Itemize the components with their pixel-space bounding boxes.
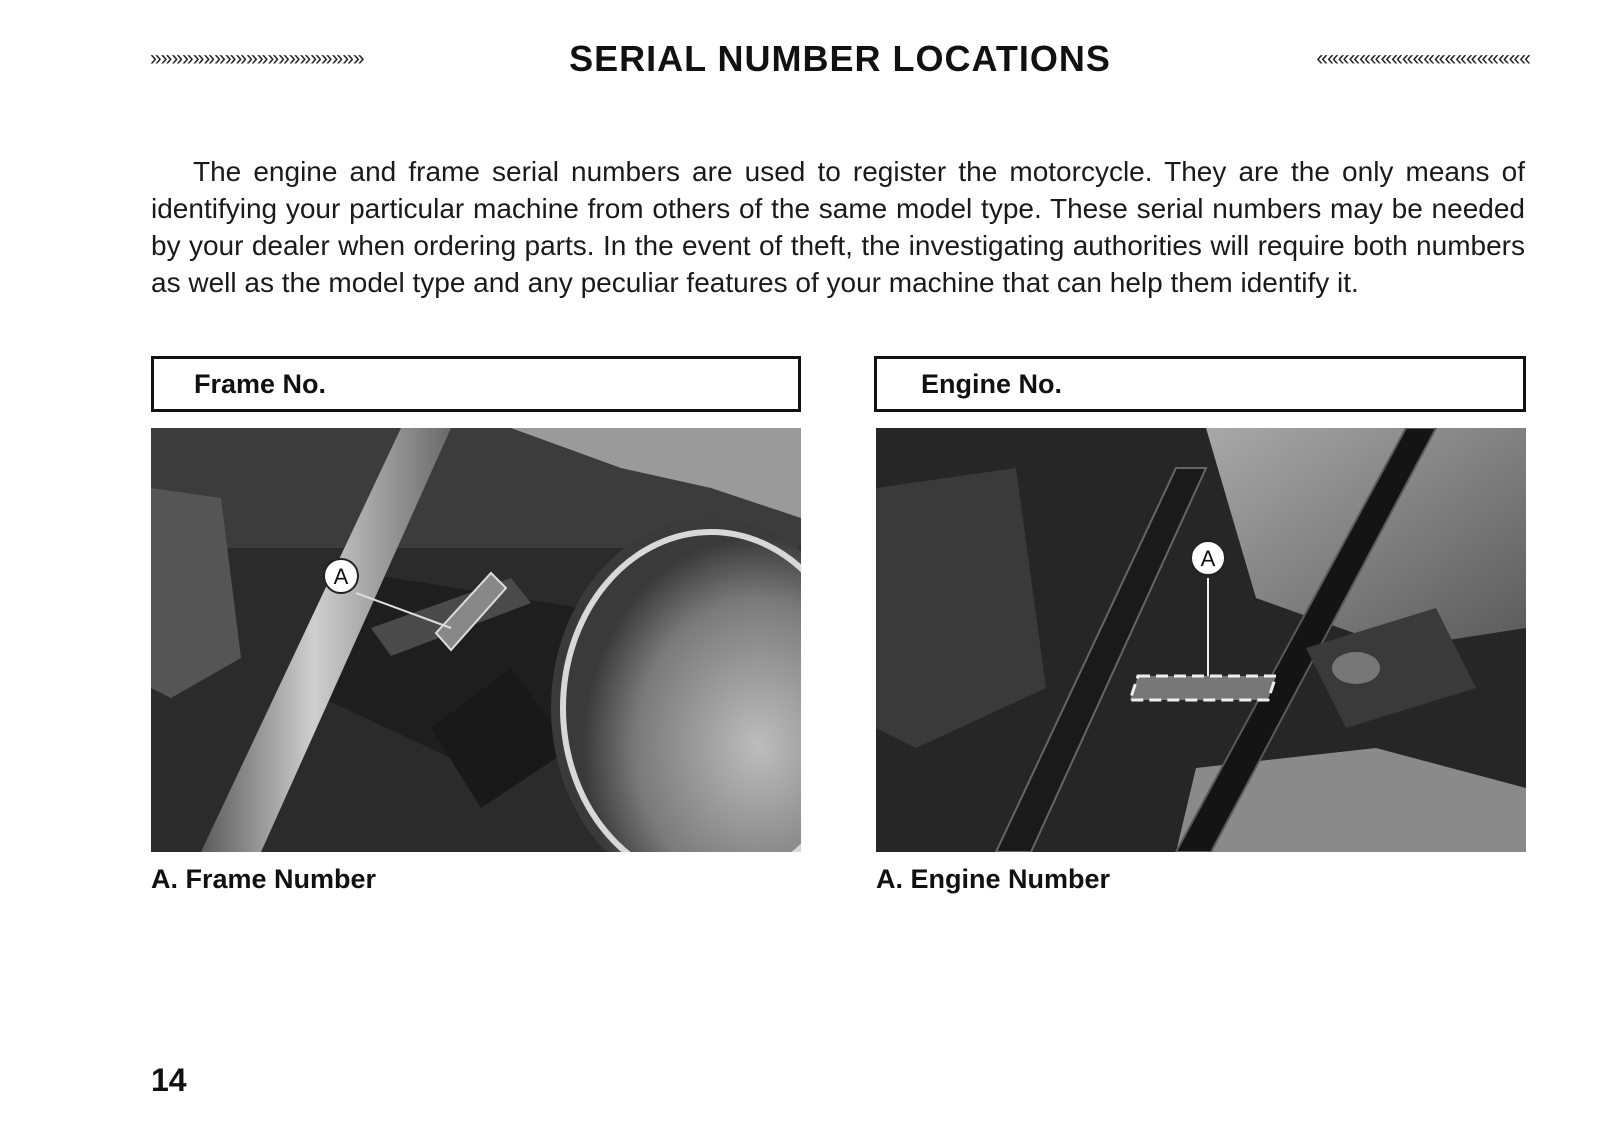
engine-number-photo: [876, 428, 1526, 852]
engine-no-label-box: [874, 356, 1526, 412]
header-left-decoration: »»»»»»»»»»»»»»»»»»»»: [150, 47, 364, 70]
frame-no-label-box: [151, 356, 801, 412]
frame-callout-a: A: [333, 564, 349, 589]
page-header: [150, 34, 1530, 84]
page-title: SERIAL NUMBER LOCATIONS: [569, 38, 1111, 79]
engine-number-caption: A. Engine Number: [876, 864, 1111, 894]
frame-no-label: Frame No.: [194, 368, 327, 399]
frame-number-photo: [151, 428, 801, 852]
page-number: 14: [151, 1062, 187, 1098]
engine-callout-a: A: [1200, 546, 1216, 571]
intro-paragraph: The engine and frame serial numbers are used to register the motorcycle. They are the only means of identifying your particular machine from others of the same model type. These serial numbers may be needed by your dealer when ordering parts. In the event of theft, the investigating authorities will require both numbers as well as the model type and any peculiar features of your machine that can help them identify it.: [151, 156, 1525, 298]
header-right-decoration: ««««««««««««««««««««: [1316, 47, 1530, 70]
engine-no-label: Engine No.: [921, 368, 1062, 399]
frame-number-caption: A. Frame Number: [151, 864, 377, 894]
